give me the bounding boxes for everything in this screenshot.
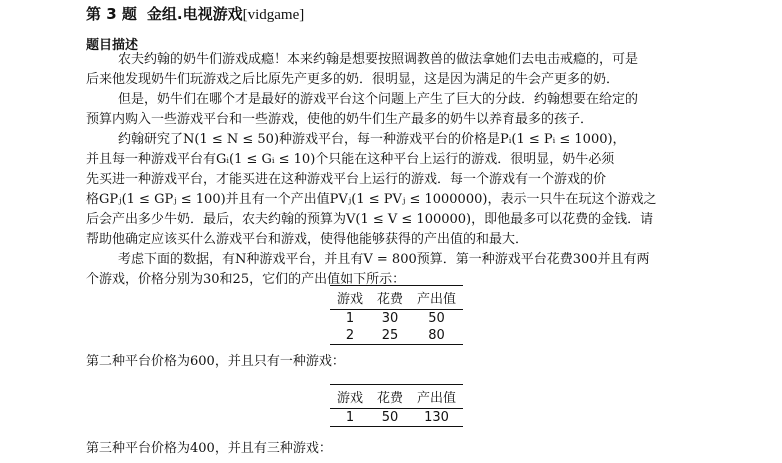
- table-header-row: [330, 286, 463, 310]
- column-header: 游戏: [330, 286, 370, 310]
- table-row: [330, 310, 463, 328]
- platform1-games-table: [330, 285, 463, 345]
- text-line: 后会产出多少牛奶．最后，农夫约翰的预算为V(1 ≤ V ≤ 100000)，即他最多可以花费的金钱．请: [86, 212, 654, 227]
- text-line: 帮助他确定应该买什么游戏平台和游戏，使得他能够获得的产出值的和最大．: [86, 232, 529, 247]
- text-line: 考虑下面的数据，有N种游戏平台，并且有V = 800预算．第一种游戏平台花费300并且有两: [118, 252, 650, 267]
- text-line: 先买进一种游戏平台，才能买进在这种游戏平台上运行的游戏．每一个游戏有一个游戏的价: [86, 172, 607, 187]
- text-line: 农夫约翰的奶牛们游戏成瘾！本来约翰是想要按照调教兽的做法拿她们去电击戒瘾的，可是: [118, 52, 639, 67]
- problem-code: [vidgame]: [242, 7, 305, 23]
- text-line: 第二种平台价格为600，并且只有一种游戏：: [86, 354, 345, 369]
- text-line: 第三种平台价格为400，并且有三种游戏：: [86, 441, 332, 456]
- table-cell: 80: [410, 327, 463, 345]
- problem-heading: [86, 3, 304, 24]
- table-cell: 1: [330, 409, 370, 427]
- column-header: 游戏: [330, 385, 370, 409]
- table-cell: 130: [410, 409, 463, 427]
- text-line: 预算内购入一些游戏平台和一些游戏，使他的奶牛们生产最多的奶牛以养育最多的孩子．: [86, 112, 594, 127]
- column-header: 花费: [370, 286, 410, 310]
- table-cell: 50: [370, 409, 410, 427]
- text-line: 但是，奶牛们在哪个才是最好的游戏平台这个问题上产生了巨大的分歧．约翰想要在给定的: [118, 92, 639, 107]
- text-line: 约翰研究了N(1 ≤ N ≤ 50)种游戏平台，每一种游戏平台的价格是Pᵢ(1 ≤ Pᵢ ≤ 1000)，: [118, 132, 626, 147]
- table-row: [330, 409, 463, 427]
- text-line: 格GPⱼ(1 ≤ GPⱼ ≤ 100)并且有一个产出值PVⱼ(1 ≤ PVⱼ ≤ 1000000)，表示一只牛在玩这个游戏之: [86, 192, 657, 207]
- column-header: 产出值: [410, 286, 463, 310]
- problem-title: 金组.电视游戏: [146, 5, 243, 23]
- table-cell: 1: [345, 311, 355, 326]
- table-cell: 30: [381, 311, 399, 326]
- table-row: [330, 327, 463, 345]
- table-cell: 50: [428, 311, 445, 326]
- table-cell: 25: [370, 327, 410, 345]
- table-header-row: [330, 385, 463, 409]
- text-line: 并且每一种游戏平台有Gᵢ(1 ≤ Gᵢ ≤ 10)个只能在这种平台上运行的游戏．很明显，奶牛必须: [86, 152, 615, 167]
- problem-number: 第 3 题: [86, 5, 137, 23]
- column-header: 产出值: [410, 385, 463, 409]
- text-line: 个游戏，价格分别为30和25，它们的产出值如下所示：: [86, 272, 406, 287]
- text-line: 后来他发现奶牛们玩游戏之后比原先产更多的奶．很明显，这是因为满足的牛会产更多的奶．: [86, 72, 620, 87]
- platform2-games-table: [330, 384, 463, 427]
- column-header: 花费: [370, 385, 410, 409]
- section-title: 题目描述: [86, 38, 139, 53]
- table-cell: 2: [330, 327, 370, 345]
